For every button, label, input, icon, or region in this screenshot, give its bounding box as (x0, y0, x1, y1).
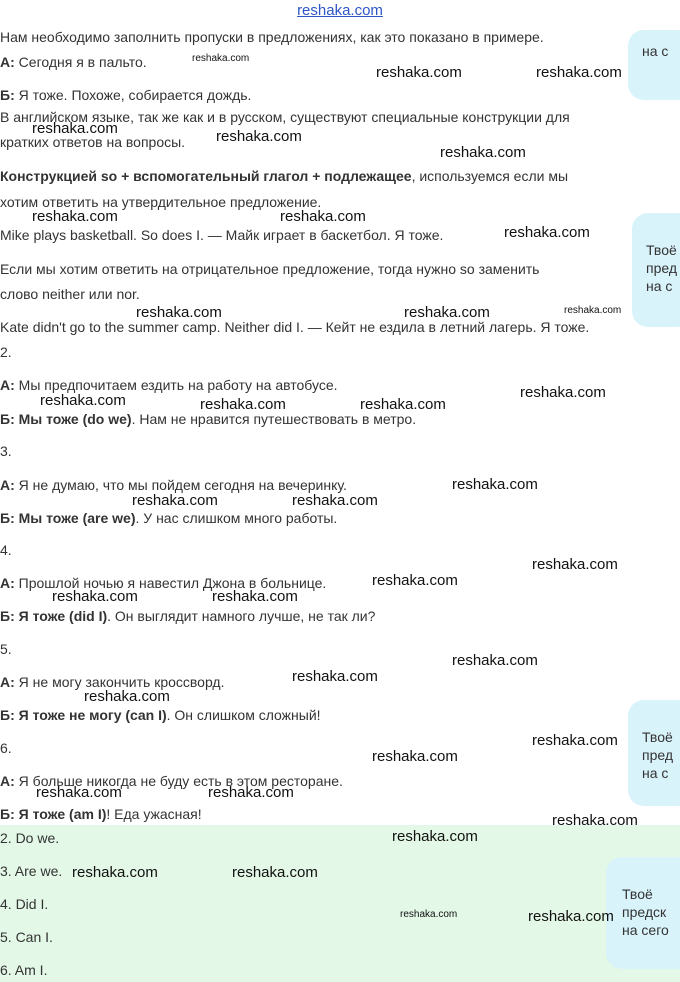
watermark: reshaka.com (404, 304, 490, 321)
watermark: reshaka.com (372, 572, 458, 589)
promo-text: Твоё (622, 886, 653, 902)
answer-item: 2. Do we. (0, 830, 60, 846)
answer-bold: Я тоже (am I) (14, 806, 107, 822)
watermark: reshaka.com (292, 668, 378, 685)
task-text: Прошлой ночью я навестил Джона в больнице. (14, 575, 327, 591)
watermark: reshaka.com (216, 128, 302, 145)
watermark: reshaka.com (136, 304, 222, 321)
promo-text: пред (646, 260, 678, 276)
answer-bold: Мы тоже (do we) (14, 411, 132, 427)
answer-item: 4. Did I. (0, 896, 49, 912)
speaker-label: А: (0, 477, 15, 493)
watermark: reshaka.com (536, 64, 622, 81)
watermark: reshaka.com (72, 864, 158, 881)
answer-bold: Я тоже (did I) (14, 608, 108, 624)
promo-bubble[interactable] (628, 30, 680, 100)
task-text: Я не могу закончить кроссворд. (14, 674, 225, 690)
watermark: reshaka.com (440, 144, 526, 161)
watermark: reshaka.com (376, 64, 462, 81)
promo-text: на с (646, 278, 673, 294)
intro-line: Если мы хотим ответить на отрицательное предложение, тогда нужно so заменить (0, 261, 540, 277)
answers-panel (0, 825, 680, 982)
speaker-label: Б: (0, 87, 15, 103)
watermark: reshaka.com (200, 396, 286, 413)
watermark: reshaka.com (84, 688, 170, 705)
watermark: reshaka.com (504, 224, 590, 241)
watermark: reshaka.com (528, 908, 614, 925)
task-number: 6. (0, 740, 12, 756)
speaker-label: А: (0, 54, 15, 70)
answer-item: 6. Am I. (0, 962, 48, 978)
intro-line: слово neither или nor. (0, 286, 140, 302)
task-text: ! Еда ужасная! (106, 806, 202, 822)
watermark: reshaka.com (400, 909, 458, 920)
task-line-b (0, 805, 202, 823)
watermark: reshaka.com (232, 864, 318, 881)
watermark: reshaka.com (208, 784, 294, 801)
rule-line (0, 167, 568, 185)
watermark: reshaka.com (520, 384, 606, 401)
speaker-label: Б: (0, 806, 15, 822)
watermark: reshaka.com (40, 392, 126, 409)
watermark: reshaka.com (32, 120, 118, 137)
promo-bubble[interactable] (632, 213, 680, 327)
rule-bold: Конструкцией so + вспомогательный глагол + подлежащее (0, 168, 412, 184)
example-line-b (0, 86, 251, 104)
watermark: reshaka.com (32, 208, 118, 225)
watermark: reshaka.com (452, 652, 538, 669)
answer-bold: Я тоже не могу (can I) (14, 707, 167, 723)
example-sentence: Mike plays basketball. So does I. — Майк играет в баскетбол. Я тоже. (0, 227, 444, 243)
task-line-b (0, 607, 375, 625)
task-text: . Он выглядит намного лучше, не так ли? (107, 608, 376, 624)
watermark: reshaka.com (36, 784, 122, 801)
answer-item: 5. Can I. (0, 929, 53, 945)
speaker-label: Б: (0, 510, 15, 526)
watermark: reshaka.com (452, 476, 538, 493)
watermark: reshaka.com (280, 208, 366, 225)
watermark: reshaka.com (292, 492, 378, 509)
promo-text: предск (622, 904, 667, 920)
promo-text: пред (642, 747, 674, 763)
answer-item: 3. Are we. (0, 863, 63, 879)
watermark: reshaka.com (532, 556, 618, 573)
watermark: reshaka.com (552, 812, 638, 829)
speaker-label: А: (0, 377, 15, 393)
promo-text: на с (642, 765, 669, 781)
watermark: reshaka.com (212, 588, 298, 605)
watermark: reshaka.com (392, 828, 478, 845)
promo-text: на сего (622, 922, 669, 938)
example-sentence: Kate didn't go to the summer camp. Neither did I. — Кейт не ездила в летний лагерь. Я тоже. (0, 319, 590, 335)
speaker-label: А: (0, 773, 15, 789)
task-number: 2. (0, 344, 12, 360)
rule-text: , используемся если мы (411, 168, 569, 184)
example-text: Я тоже. Похоже, собирается дождь. (14, 87, 252, 103)
intro-line: Нам необходимо заполнить пропуски в предложениях, как это показано в примере. (0, 29, 544, 45)
task-number: 3. (0, 443, 12, 459)
promo-text: на с (642, 43, 669, 59)
task-number: 4. (0, 542, 12, 558)
watermark: reshaka.com (132, 492, 218, 509)
task-text: . Нам не нравится путешествовать в метро. (131, 411, 417, 427)
watermark: reshaka.com (192, 53, 250, 64)
watermark: reshaka.com (52, 588, 138, 605)
watermark: reshaka.com (360, 396, 446, 413)
watermark: reshaka.com (532, 732, 618, 749)
promo-text: Твоё (642, 729, 673, 745)
answer-bold: Мы тоже (are we) (14, 510, 136, 526)
intro-line: кратких ответов на вопросы. (0, 134, 186, 150)
watermark: reshaka.com (372, 748, 458, 765)
example-text: Сегодня я в пальто. (14, 54, 147, 70)
task-number: 5. (0, 641, 12, 657)
task-text: Я не думаю, что мы пойдем сегодня на вечеринку. (14, 477, 347, 493)
intro-line: В английском языке, так же как и в русском, существуют специальные конструкции для (0, 109, 570, 125)
speaker-label: Б: (0, 608, 15, 624)
watermark: reshaka.com (564, 305, 622, 316)
promo-bubble[interactable] (628, 700, 680, 806)
speaker-label: А: (0, 575, 15, 591)
task-line-b (0, 509, 337, 527)
intro-line: хотим ответить на утвердительное предложение. (0, 194, 322, 210)
task-text: . У нас слишком много работы. (135, 510, 338, 526)
speaker-label: Б: (0, 707, 15, 723)
task-text: . Он слишком сложный! (166, 707, 321, 723)
speaker-label: А: (0, 674, 15, 690)
site-header-link[interactable]: reshaka.com (297, 2, 383, 19)
promo-bubble[interactable] (606, 857, 680, 969)
task-text: Я больше никогда не буду есть в этом ресторане. (14, 773, 343, 789)
example-line-a (0, 53, 147, 71)
task-text: Мы предпочитаем ездить на работу на автобусе. (14, 377, 338, 393)
promo-text: Твоё (646, 242, 677, 258)
speaker-label: Б: (0, 411, 15, 427)
task-line-b (0, 706, 321, 724)
